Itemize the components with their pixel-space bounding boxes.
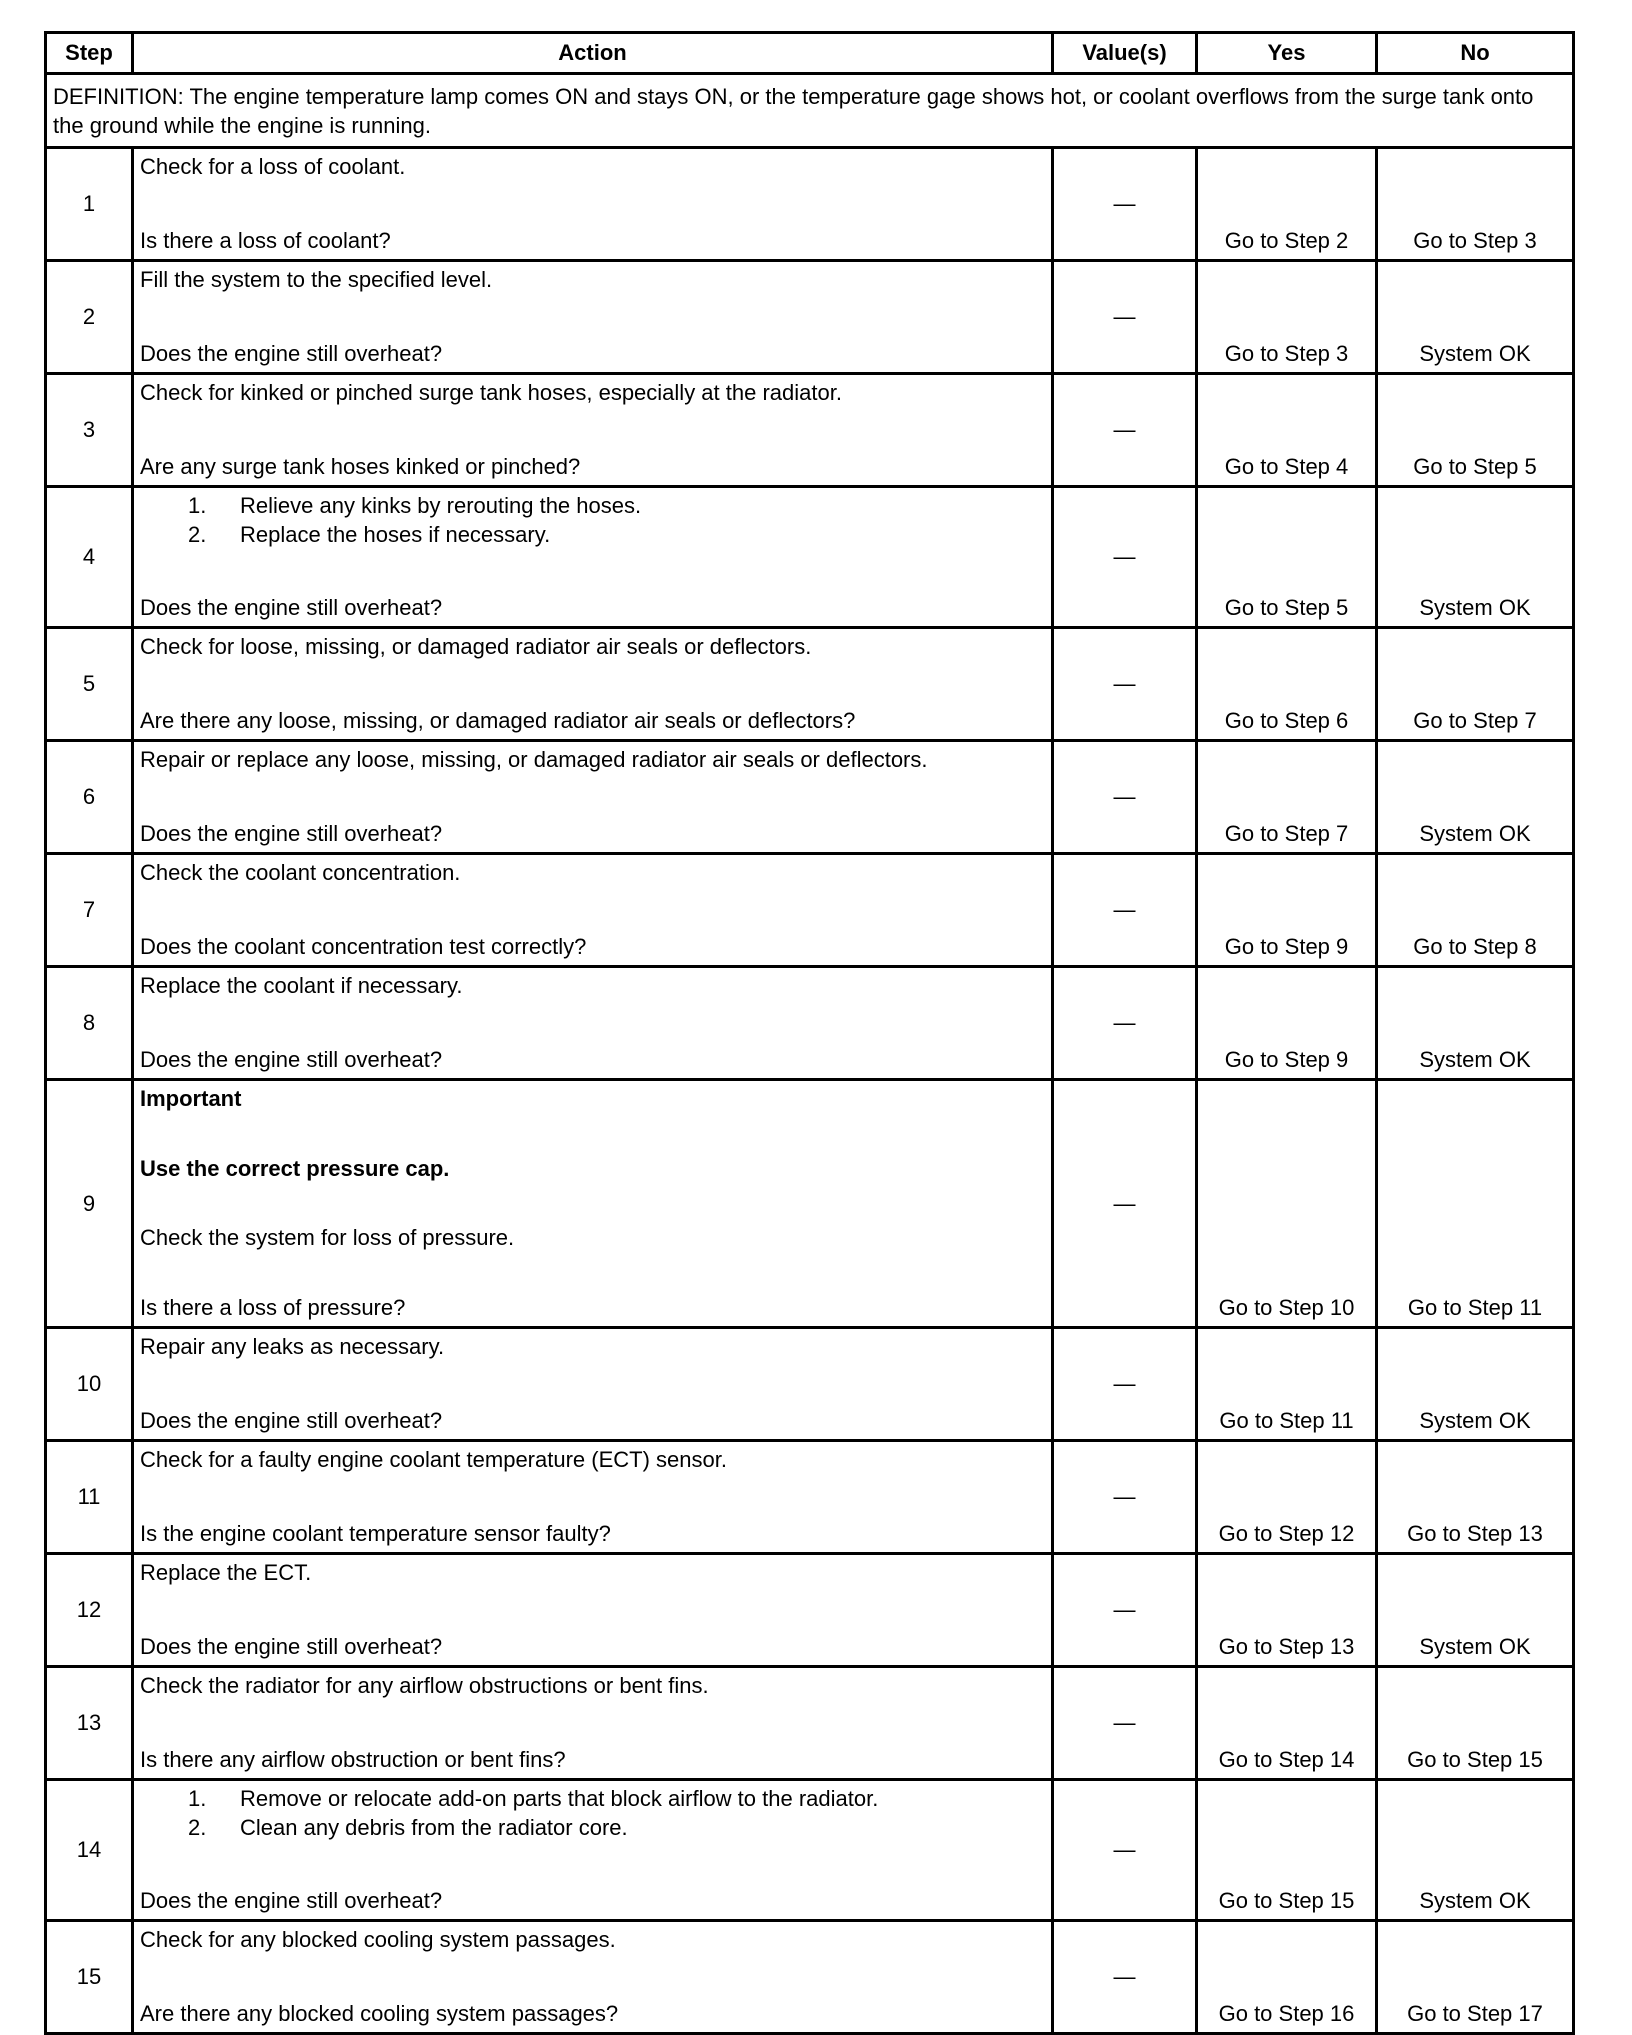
step-yes-result — [1197, 741, 1377, 854]
list-text: Relieve any kinks by rerouting the hoses. — [240, 493, 642, 518]
no-text: Go to Step 13 — [1407, 1521, 1543, 1546]
step-value: — — [1053, 374, 1197, 487]
step-number: 15 — [46, 1921, 133, 2034]
action-line: Does the engine still overheat? — [140, 821, 443, 846]
step-number: 14 — [46, 1780, 133, 1921]
action-content — [134, 742, 1051, 852]
step-no-result — [1377, 1328, 1574, 1441]
step-no-result — [1377, 628, 1574, 741]
step-value: — — [1053, 1921, 1197, 2034]
step-no-result — [1377, 1921, 1574, 2034]
step-value: — — [1053, 628, 1197, 741]
table-row — [46, 741, 1574, 854]
step-action — [133, 628, 1053, 741]
action-content — [134, 855, 1051, 965]
action-content — [134, 1081, 1051, 1326]
step-action — [133, 1441, 1053, 1554]
table-row — [46, 967, 1574, 1080]
step-yes-result — [1197, 1667, 1377, 1780]
header-values: Value(s) — [1053, 33, 1197, 74]
yes-text: Go to Step 3 — [1224, 341, 1349, 366]
table-row — [46, 628, 1574, 741]
definition-row — [46, 74, 1574, 148]
step-value: — — [1053, 1328, 1197, 1441]
action-line: Fill the system to the specified level. — [140, 267, 493, 292]
step-number: 1 — [46, 148, 133, 261]
step-number: 8 — [46, 967, 133, 1080]
step-number: 7 — [46, 854, 133, 967]
step-number: 9 — [46, 1080, 133, 1328]
numbered-list — [140, 1784, 1045, 1842]
action-content — [134, 488, 1051, 626]
list-number: 1. — [188, 1786, 207, 1811]
step-value: — — [1053, 1441, 1197, 1554]
step-no-result — [1377, 1780, 1574, 1921]
action-line: Are there any blocked cooling system passages? — [140, 2001, 619, 2026]
table-row — [46, 487, 1574, 628]
list-text: Remove or relocate add-on parts that block airflow to the radiator. — [240, 1786, 879, 1811]
action-line: Replace the coolant if necessary. — [140, 973, 463, 998]
step-yes-result — [1197, 1080, 1377, 1328]
definition-text: DEFINITION: The engine temperature lamp comes ON and stays ON, or the temperature gage shows hot, or coolant overflows from the surge tank onto the ground while the engine is running. — [46, 74, 1574, 148]
action-line: Check for a loss of coolant. — [140, 154, 406, 179]
step-action — [133, 741, 1053, 854]
action-line: Check for any blocked cooling system passages. — [140, 1927, 616, 1952]
no-text: System OK — [1419, 1047, 1531, 1072]
step-yes-result — [1197, 1921, 1377, 2034]
action-line: Does the engine still overheat? — [140, 1634, 443, 1659]
step-yes-result — [1197, 628, 1377, 741]
numbered-list — [140, 491, 1045, 549]
table-row — [46, 1441, 1574, 1554]
important-note: Use the correct pressure cap. — [140, 1155, 450, 1181]
step-yes-result — [1197, 1780, 1377, 1921]
step-action — [133, 854, 1053, 967]
step-no-result — [1377, 854, 1574, 967]
action-content — [134, 968, 1051, 1078]
table-row — [46, 1921, 1574, 2034]
no-text: Go to Step 15 — [1407, 1747, 1543, 1772]
header-action: Action — [133, 33, 1053, 74]
important-note: Important — [140, 1086, 242, 1111]
no-text: System OK — [1419, 821, 1531, 846]
step-yes-result — [1197, 261, 1377, 374]
action-line: Does the engine still overheat? — [140, 1888, 443, 1913]
no-text: Go to Step 11 — [1407, 1295, 1543, 1320]
step-yes-result — [1197, 1328, 1377, 1441]
action-line: Check for a faulty engine coolant temperature (ECT) sensor. — [140, 1447, 727, 1472]
step-action — [133, 148, 1053, 261]
yes-text: Go to Step 15 — [1218, 1888, 1355, 1913]
no-text: Go to Step 5 — [1413, 454, 1537, 479]
action-content — [134, 1329, 1051, 1439]
numbered-list-item — [140, 520, 1045, 549]
step-value: — — [1053, 1667, 1197, 1780]
no-text: System OK — [1419, 1888, 1531, 1913]
action-line: Check the system for loss of pressure. — [140, 1225, 515, 1251]
step-yes-result — [1197, 487, 1377, 628]
step-action — [133, 374, 1053, 487]
action-line: Are there any loose, missing, or damaged radiator air seals or deflectors? — [140, 708, 856, 733]
action-content — [134, 1442, 1051, 1552]
header-yes: Yes — [1197, 33, 1377, 74]
step-value: — — [1053, 967, 1197, 1080]
step-action — [133, 487, 1053, 628]
action-content — [134, 262, 1051, 372]
step-number: 6 — [46, 741, 133, 854]
no-text: System OK — [1419, 595, 1531, 620]
step-action — [133, 1667, 1053, 1780]
action-line: Are any surge tank hoses kinked or pinched? — [140, 454, 581, 479]
step-action — [133, 1080, 1053, 1328]
action-line: Does the coolant concentration test correctly? — [140, 934, 587, 959]
action-line: Check for kinked or pinched surge tank hoses, especially at the radiator. — [140, 380, 842, 405]
step-action — [133, 1921, 1053, 2034]
step-no-result — [1377, 148, 1574, 261]
table-row — [46, 1080, 1574, 1328]
action-content — [134, 1781, 1051, 1919]
no-text: System OK — [1419, 1634, 1531, 1659]
no-text: Go to Step 8 — [1413, 934, 1537, 959]
yes-text: Go to Step 4 — [1224, 454, 1349, 479]
step-number: 3 — [46, 374, 133, 487]
action-content — [134, 629, 1051, 739]
step-yes-result — [1197, 1441, 1377, 1554]
step-value: — — [1053, 261, 1197, 374]
numbered-list-item — [140, 1813, 1045, 1842]
action-line: Repair any leaks as necessary. — [140, 1334, 445, 1359]
step-yes-result — [1197, 148, 1377, 261]
step-value: — — [1053, 487, 1197, 628]
no-text: Go to Step 17 — [1407, 2001, 1543, 2026]
action-line: Check for loose, missing, or damaged radiator air seals or deflectors. — [140, 634, 812, 659]
step-yes-result — [1197, 854, 1377, 967]
action-content — [134, 1555, 1051, 1665]
step-no-result — [1377, 1441, 1574, 1554]
step-action — [133, 967, 1053, 1080]
step-value: — — [1053, 148, 1197, 261]
yes-text: Go to Step 9 — [1224, 1047, 1349, 1072]
header-no: No — [1377, 33, 1574, 74]
diagnostic-table — [44, 31, 1575, 2035]
action-line: Is there a loss of pressure? — [140, 1294, 406, 1320]
step-no-result — [1377, 967, 1574, 1080]
step-value: — — [1053, 1080, 1197, 1328]
step-number: 13 — [46, 1667, 133, 1780]
list-number: 2. — [188, 1815, 207, 1840]
action-line: Is there any airflow obstruction or bent fins? — [140, 1747, 566, 1772]
yes-text: Go to Step 11 — [1219, 1408, 1354, 1433]
step-number: 4 — [46, 487, 133, 628]
step-value: — — [1053, 854, 1197, 967]
no-text: Go to Step 3 — [1413, 228, 1537, 253]
step-no-result — [1377, 487, 1574, 628]
step-no-result — [1377, 1667, 1574, 1780]
table-row — [46, 148, 1574, 261]
yes-text: Go to Step 13 — [1218, 1634, 1355, 1659]
step-action — [133, 1780, 1053, 1921]
header-step: Step — [46, 33, 133, 74]
action-content — [134, 1922, 1051, 2032]
action-content — [134, 375, 1051, 485]
step-number: 10 — [46, 1328, 133, 1441]
step-value: — — [1053, 741, 1197, 854]
step-number: 12 — [46, 1554, 133, 1667]
list-number: 1. — [188, 493, 207, 518]
action-content — [134, 149, 1051, 259]
step-action — [133, 261, 1053, 374]
no-text: System OK — [1419, 341, 1531, 366]
numbered-list-item — [140, 491, 1045, 520]
action-line: Is there a loss of coolant? — [140, 228, 391, 253]
action-content — [134, 1668, 1051, 1778]
list-number: 2. — [188, 522, 207, 547]
table-row — [46, 1780, 1574, 1921]
step-action — [133, 1328, 1053, 1441]
table-row — [46, 374, 1574, 487]
step-value: — — [1053, 1780, 1197, 1921]
no-text: System OK — [1419, 1408, 1531, 1433]
yes-text: Go to Step 9 — [1224, 934, 1349, 959]
yes-text: Go to Step 6 — [1224, 708, 1349, 733]
yes-text: Go to Step 7 — [1224, 821, 1349, 846]
table-row — [46, 261, 1574, 374]
table-row — [46, 1554, 1574, 1667]
step-yes-result — [1197, 374, 1377, 487]
step-action — [133, 1554, 1053, 1667]
list-text: Clean any debris from the radiator core. — [240, 1815, 628, 1840]
header-row — [46, 33, 1574, 74]
step-yes-result — [1197, 1554, 1377, 1667]
yes-text: Go to Step 14 — [1218, 1747, 1355, 1772]
yes-text: Go to Step 5 — [1224, 595, 1349, 620]
action-line: Does the engine still overheat? — [140, 1047, 443, 1072]
table-row — [46, 1328, 1574, 1441]
action-line: Is the engine coolant temperature sensor faulty? — [140, 1521, 611, 1546]
list-text: Replace the hoses if necessary. — [240, 522, 551, 547]
action-line: Check the coolant concentration. — [140, 860, 461, 885]
yes-text: Go to Step 12 — [1218, 1521, 1355, 1546]
step-no-result — [1377, 1080, 1574, 1328]
action-line: Does the engine still overheat? — [140, 341, 443, 366]
action-line: Does the engine still overheat? — [140, 1408, 443, 1433]
step-yes-result — [1197, 967, 1377, 1080]
action-line: Check the radiator for any airflow obstructions or bent fins. — [140, 1673, 709, 1698]
action-line: Repair or replace any loose, missing, or damaged radiator air seals or deflectors. — [140, 747, 928, 772]
table-row — [46, 854, 1574, 967]
yes-text: Go to Step 16 — [1218, 2001, 1355, 2026]
step-number: 5 — [46, 628, 133, 741]
step-no-result — [1377, 1554, 1574, 1667]
step-number: 2 — [46, 261, 133, 374]
step-no-result — [1377, 261, 1574, 374]
yes-text: Go to Step 2 — [1224, 228, 1349, 253]
yes-text: Go to Step 10 — [1218, 1295, 1355, 1320]
step-no-result — [1377, 374, 1574, 487]
step-number: 11 — [46, 1441, 133, 1554]
table-row — [46, 1667, 1574, 1780]
no-text: Go to Step 7 — [1413, 708, 1537, 733]
step-no-result — [1377, 741, 1574, 854]
step-value: — — [1053, 1554, 1197, 1667]
action-line: Does the engine still overheat? — [140, 595, 443, 620]
action-line: Replace the ECT. — [140, 1560, 312, 1585]
numbered-list-item — [140, 1784, 1045, 1813]
